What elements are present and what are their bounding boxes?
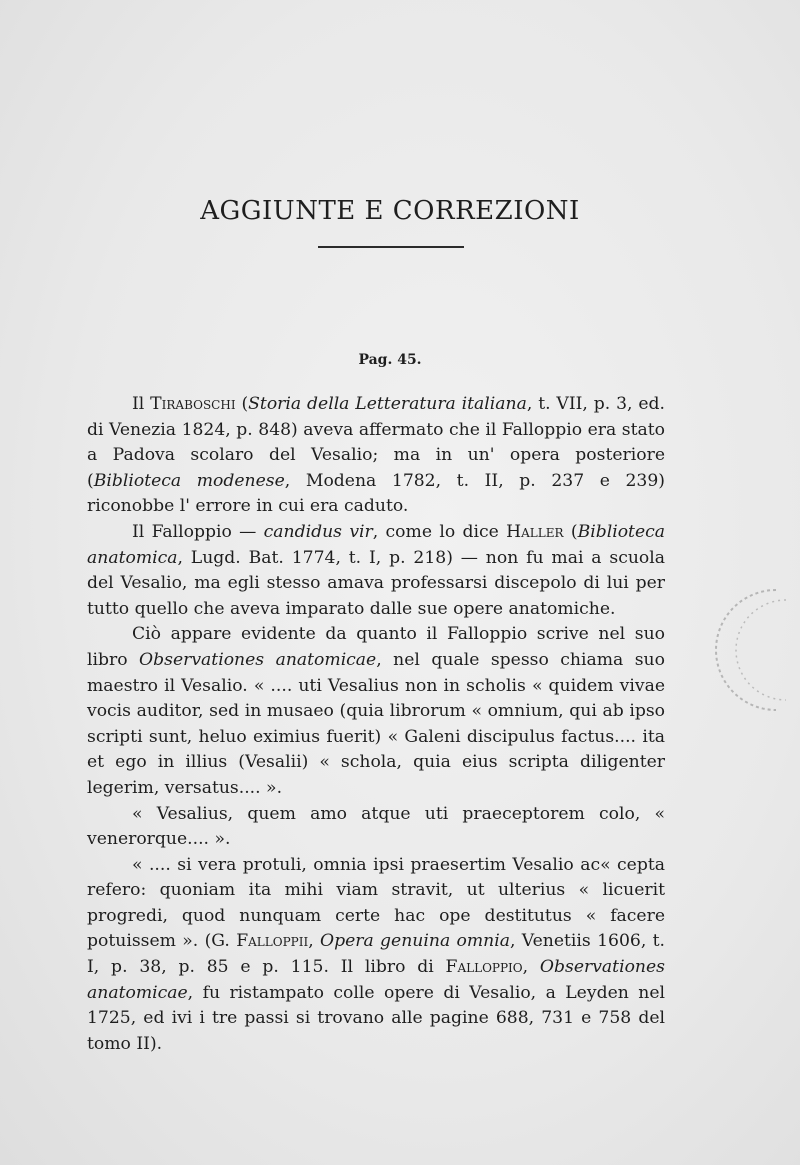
title-rule <box>318 246 464 248</box>
library-stamp-mark <box>706 585 798 715</box>
book-title: Biblioteca anatomica <box>87 521 666 568</box>
page-reference: Pag. 45. <box>358 352 422 368</box>
text-run: , <box>522 957 540 978</box>
text-run: Ciò appare evidente da quanto il Falloppio scrive nel suo libro <box>87 624 665 670</box>
body-text <box>87 392 665 1057</box>
paragraph-observationes <box>87 622 665 801</box>
text-run: , come lo dice <box>372 521 507 542</box>
text-run: « Vesalius, quem amo atque uti praeceptorem colo, « venerorque.... ». <box>87 803 665 850</box>
book-title: Storia della Letteratura italiana <box>248 394 527 414</box>
section-title: AGGIUNTE E CORREZIONI <box>200 196 580 226</box>
text-run: , nel quale spesso chiama suo maestro il Vesalio. « .... uti Vesalius non in scholis « quidem vivae vocis auditor, sed in musaeo (quia librorum « omnium, qui ab ipso scripti sunt, heluo eximius fuerit) « Galeni discipulus factus.... ita et ego in illius (Vesalii) « schola, quia eius scripta diligenter legerim, versatus.... ». <box>87 649 665 798</box>
paragraph-haller <box>87 520 665 622</box>
text-run: Il <box>132 394 151 414</box>
text-run: , Venetiis 1606, t. I, p. 38, p. 85 e p. 115. Il libro di <box>87 931 665 978</box>
book-title: Opera genuina omnia <box>320 931 510 952</box>
author-name: Tiraboschi <box>150 394 236 414</box>
author-name: Falloppii <box>236 931 309 952</box>
paragraph-tiraboschi <box>87 392 665 520</box>
paragraph-quote-protuli <box>87 853 665 1058</box>
text-run: , fu ristampato colle opere di Vesalio, a Leyden nel 1725, ed ivi i tre passi si trovano alle pagine 688, 731 e 758 del tomo II). <box>87 982 665 1054</box>
text-run: , Lugd. Bat. 1774, t. I, p. 218) — non fu mai a scuola del Vesalio, ma egli stesso amava professarsi discepolo di lui per tutto quello che aveva imparato dalle sue opere anatomiche. <box>87 547 665 619</box>
text-run: , Modena 1782, t. II, p. 237 e 239) riconobbe l' errore in cui era caduto. <box>87 470 665 517</box>
latin-quote: candidus vir <box>263 521 373 542</box>
paragraph-quote-vesalius <box>87 802 665 853</box>
text-run: Il Falloppio — <box>132 521 264 542</box>
text-run: ( <box>563 521 578 542</box>
text-run: , <box>308 931 320 952</box>
text-run: « .... si vera protuli, omnia ipsi praesertim Vesalio ac« cepta refero: quoniam ita mihi viam stravit, ut ulterius « licuerit progredi, quod nunquam certe hac ope destitutus « facere potuissem ». (G. <box>87 854 665 952</box>
book-title: Biblioteca modenese <box>93 470 285 491</box>
author-name: Haller <box>506 521 564 542</box>
text-run: ( <box>235 394 249 414</box>
book-title: Observationes anatomicae <box>87 957 665 1003</box>
author-name: Falloppio <box>445 957 523 978</box>
text-run: , t. VII, p. 3, ed. di Venezia 1824, p. 848) aveva affermato che il Falloppio era stato a Padova scolaro del Vesalio; ma in un' opera posteriore ( <box>87 394 666 491</box>
book-title: Observationes anatomicae <box>139 649 377 670</box>
